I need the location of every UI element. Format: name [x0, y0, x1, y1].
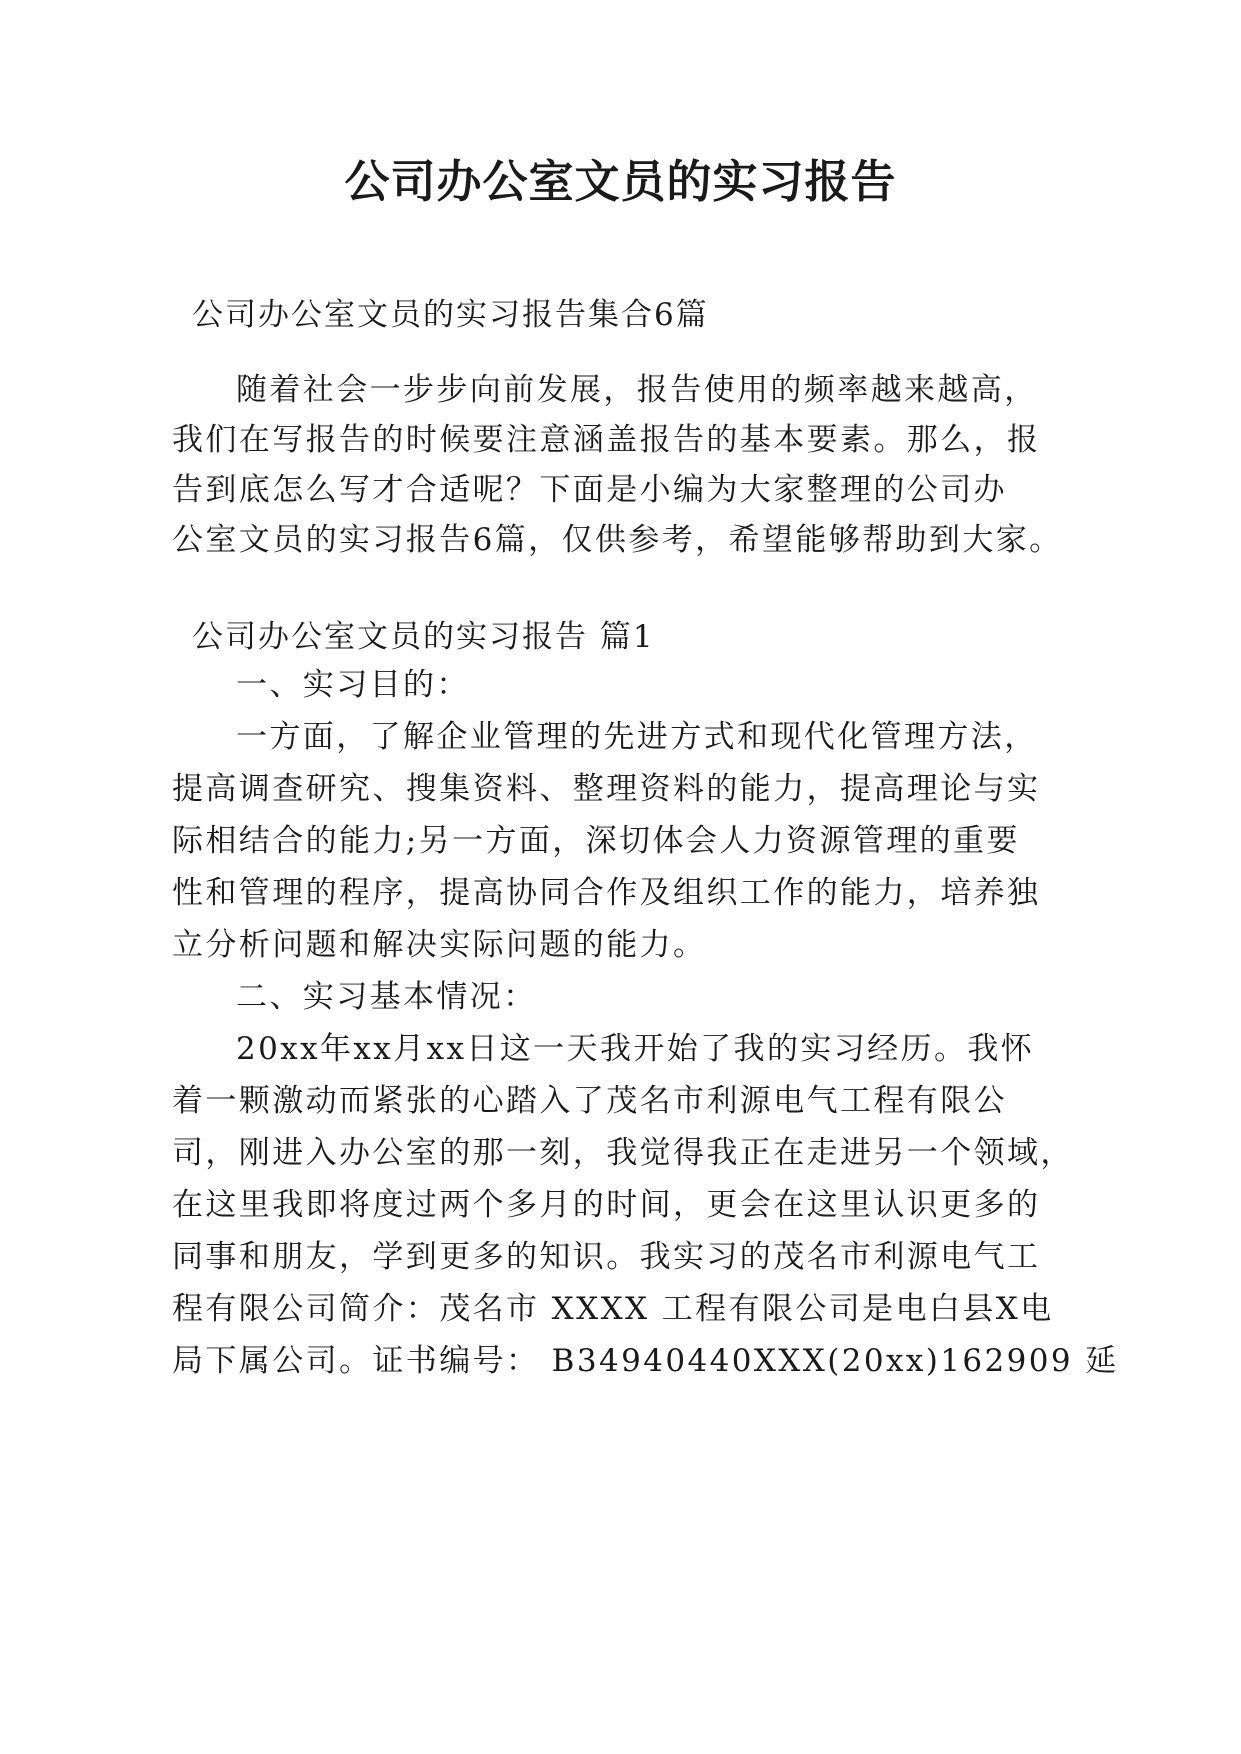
purpose-line: 立分析问题和解决实际问题的能力。 [172, 927, 707, 963]
document-title: 公司办公室文员的实习报告 [344, 155, 897, 208]
situation-line: 司，刚进入办公室的那一刻，我觉得我正在走进另一个领域， [172, 1135, 1074, 1171]
situation-line: 局下属公司。证书编号： B34940440XXX(20xx)162909 延 [172, 1343, 1119, 1379]
situation-line: 程有限公司简介：茂名市 XXXX 工程有限公司是电白县X电 [172, 1291, 1054, 1327]
purpose-line: 际相结合的能力;另一方面，深切体会人力资源管理的重要 [172, 823, 1020, 859]
situation-line: 20xx年xx月xx日这一天我开始了我的实习经历。我怀 [236, 1031, 1035, 1067]
heading-situation: 二、实习基本情况： [236, 979, 537, 1015]
document-subtitle: 公司办公室文员的实习报告集合6篇 [192, 297, 709, 333]
intro-line: 公室文员的实习报告6篇，仅供参考，希望能够帮助到大家。 [172, 522, 1063, 558]
situation-line: 着一颗激动而紧张的心踏入了茂名市利源电气工程有限公 [172, 1083, 1007, 1119]
intro-line: 随着社会一步步向前发展，报告使用的频率越来越高， [236, 372, 1038, 408]
section-heading: 公司办公室文员的实习报告 篇1 [192, 619, 655, 655]
purpose-line: 性和管理的程序，提高协同合作及组织工作的能力，培养独 [172, 875, 1041, 911]
intro-line: 告到底怎么写才合适呢？下面是小编为大家整理的公司办 [172, 472, 1007, 508]
situation-line: 同事和朋友，学到更多的知识。我实习的茂名市利源电气工 [172, 1239, 1041, 1275]
purpose-line: 提高调查研究、搜集资料、整理资料的能力，提高理论与实 [172, 771, 1041, 807]
purpose-line: 一方面，了解企业管理的先进方式和现代化管理方法， [236, 719, 1038, 755]
heading-purpose: 一、实习目的： [236, 667, 470, 703]
situation-line: 在这里我即将度过两个多月的时间，更会在这里认识更多的 [172, 1187, 1041, 1223]
intro-line: 我们在写报告的时候要注意涵盖报告的基本要素。那么，报 [172, 422, 1041, 458]
